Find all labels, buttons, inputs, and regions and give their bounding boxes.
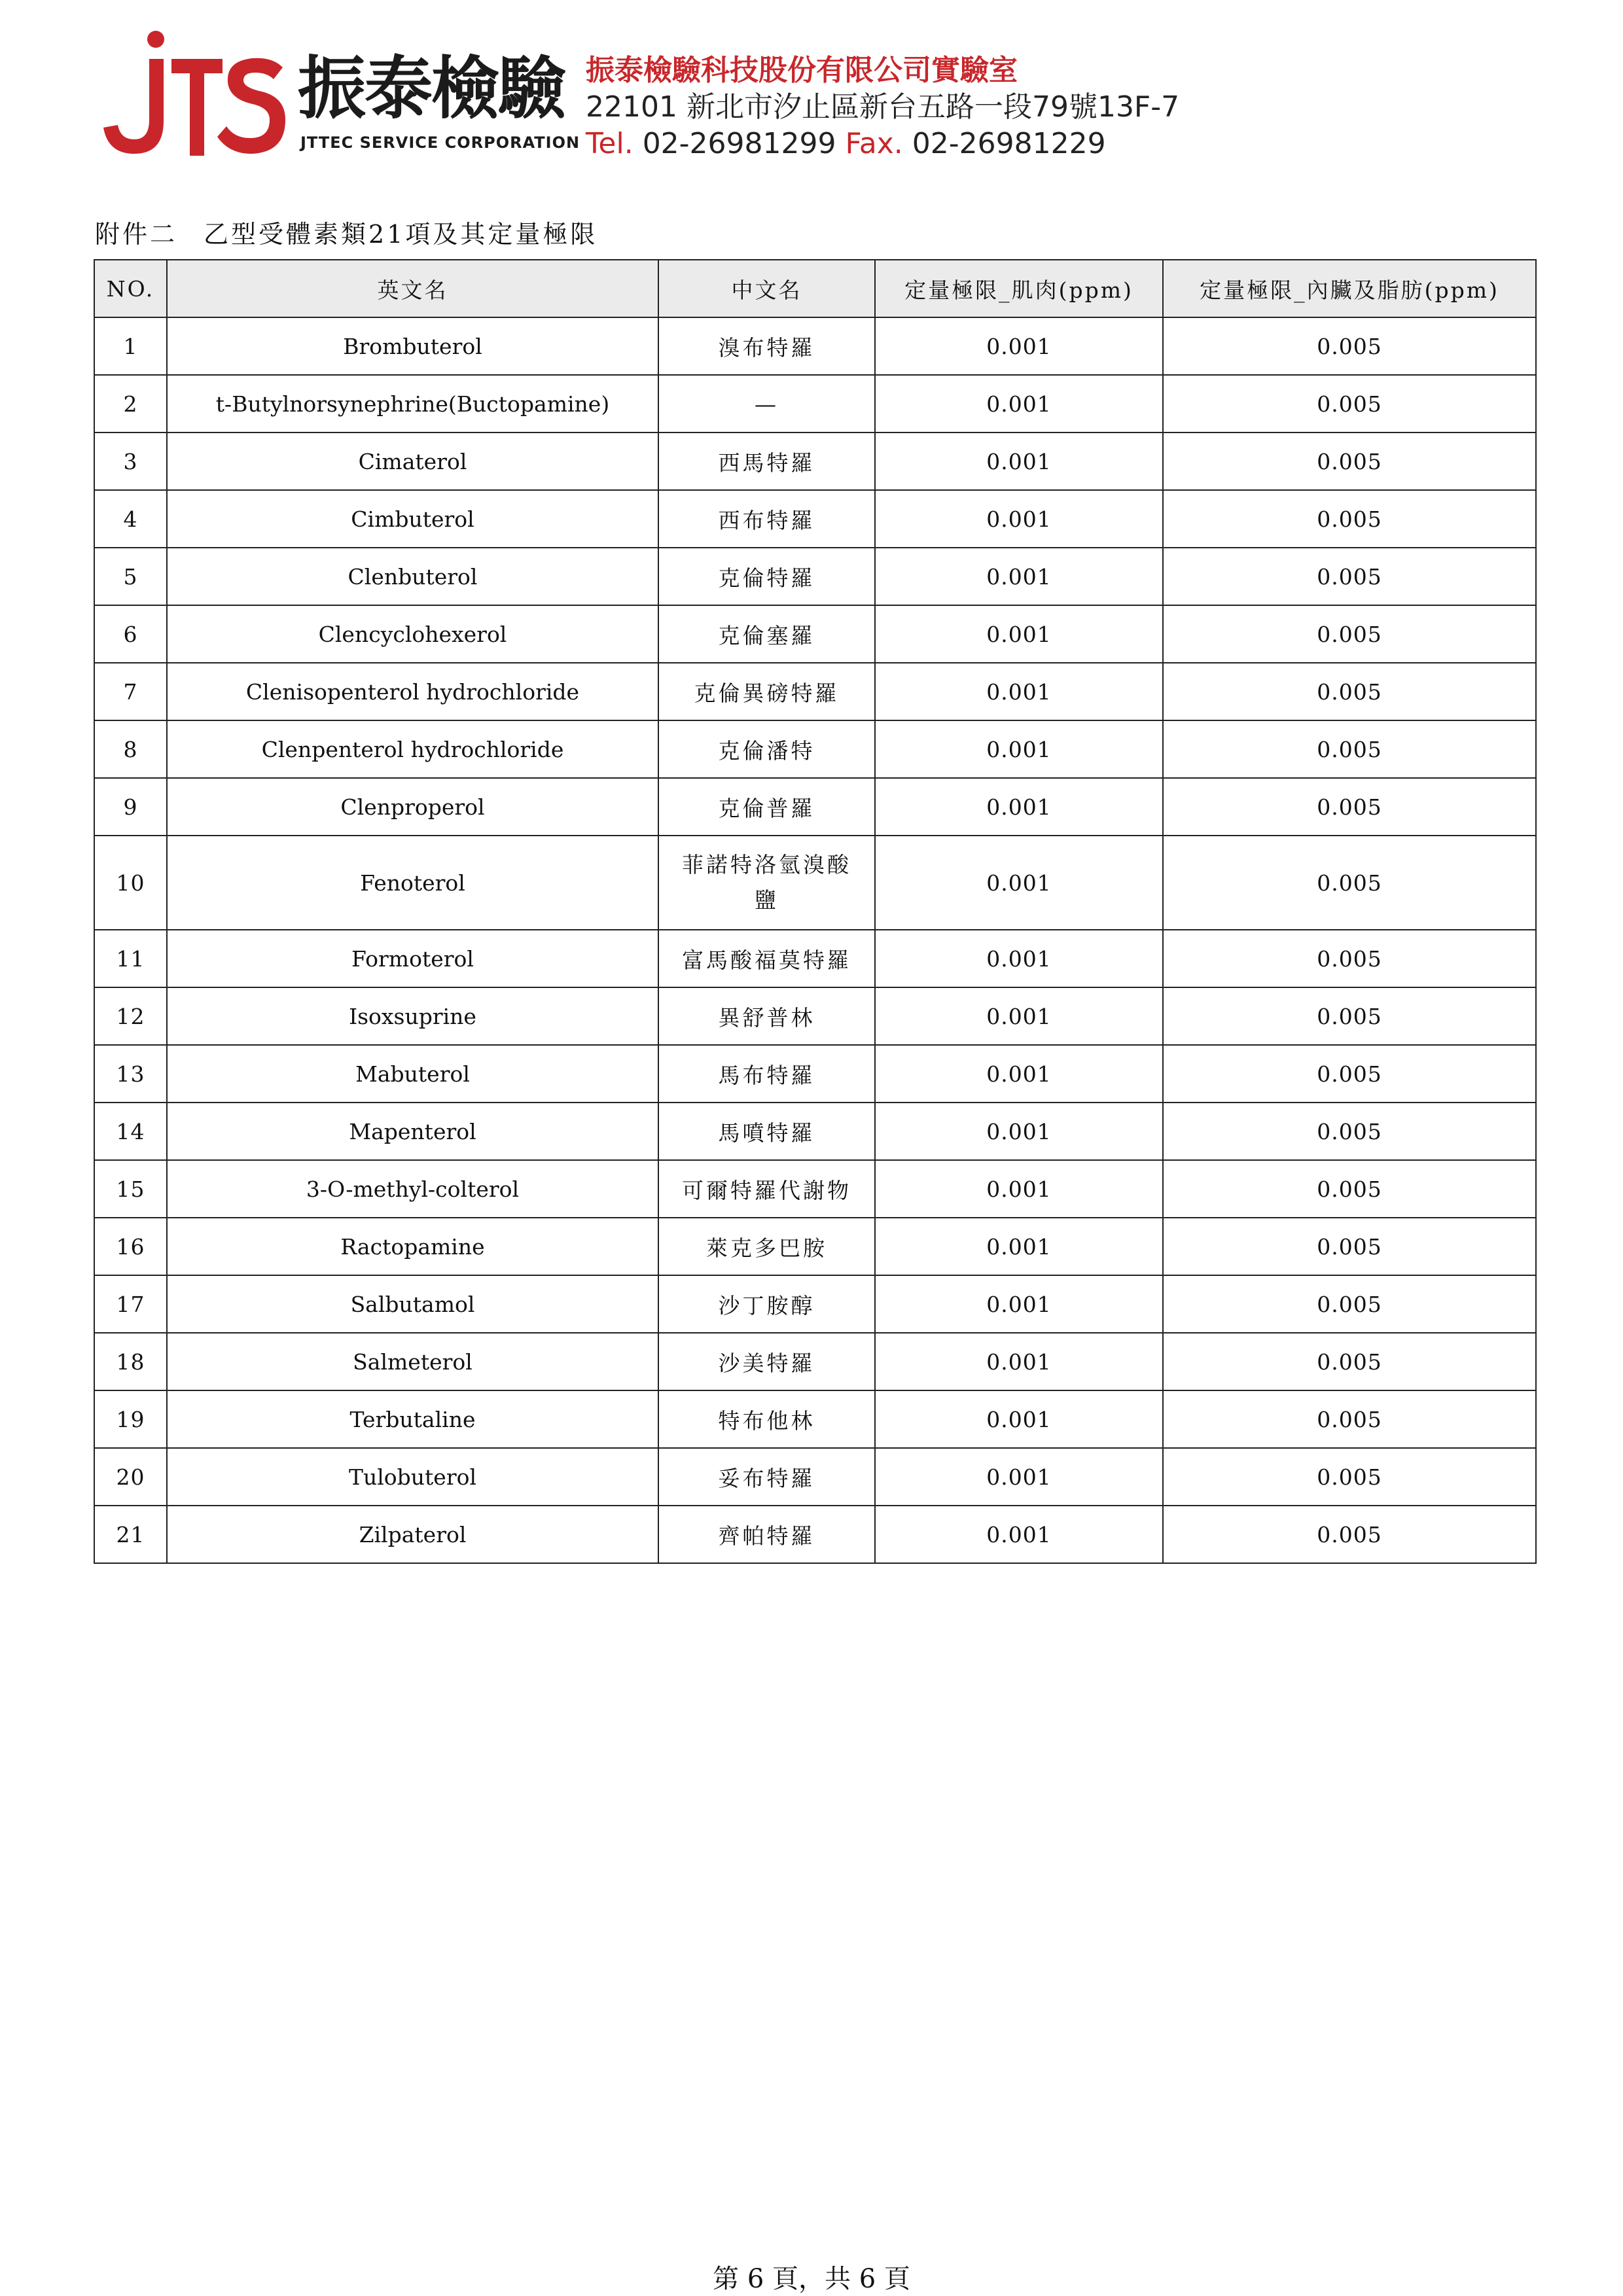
cell-limit-muscle: 0.001	[875, 836, 1163, 930]
cell-limit-muscle: 0.001	[875, 1506, 1163, 1563]
cell-no: 16	[94, 1218, 167, 1275]
cell-no: 21	[94, 1506, 167, 1563]
cell-limit-muscle: 0.001	[875, 1448, 1163, 1506]
page-number: 第 6 頁，共 6 頁	[713, 2264, 910, 2294]
cell-english-name: Cimaterol	[167, 433, 658, 490]
fax-label: Fax.	[845, 127, 903, 160]
cell-english-name: Clencyclohexerol	[167, 605, 658, 663]
cell-chinese-name: —	[658, 375, 875, 433]
cell-limit-muscle: 0.001	[875, 1333, 1163, 1390]
cell-limit-muscle: 0.001	[875, 1103, 1163, 1160]
cell-no: 11	[94, 930, 167, 987]
cell-limit-muscle: 0.001	[875, 663, 1163, 720]
section-label: 附件二	[95, 220, 178, 249]
cell-limit-muscle: 0.001	[875, 778, 1163, 836]
cell-english-name: Clenpenterol hydrochloride	[167, 720, 658, 778]
cell-no: 7	[94, 663, 167, 720]
cell-limit-organ-fat: 0.005	[1163, 1103, 1536, 1160]
table-row	[94, 375, 1536, 433]
brand-english-name: JTTEC SERVICE CORPORATION	[300, 133, 580, 152]
header-english-name: 英文名	[167, 260, 658, 317]
table-row	[94, 778, 1536, 836]
cell-limit-organ-fat: 0.005	[1163, 433, 1536, 490]
table-row	[94, 1103, 1536, 1160]
cell-limit-organ-fat: 0.005	[1163, 1045, 1536, 1103]
cell-english-name: 3-O-methyl-colterol	[167, 1160, 658, 1218]
cell-english-name: Formoterol	[167, 930, 658, 987]
cell-english-name: Mapenterol	[167, 1103, 658, 1160]
tel-label: Tel.	[586, 127, 633, 160]
cell-chinese-name: 克倫特羅	[658, 548, 875, 605]
table-row	[94, 548, 1536, 605]
tel-number: 02-26981299	[642, 127, 836, 160]
table-row	[94, 1160, 1536, 1218]
cell-limit-organ-fat: 0.005	[1163, 490, 1536, 548]
cell-no: 19	[94, 1390, 167, 1448]
cell-english-name: Terbutaline	[167, 1390, 658, 1448]
cell-chinese-name: 沙美特羅	[658, 1333, 875, 1390]
cell-limit-muscle: 0.001	[875, 375, 1163, 433]
table-row	[94, 490, 1536, 548]
letterhead	[98, 29, 1211, 160]
cell-no: 3	[94, 433, 167, 490]
cell-chinese-name: 馬噴特羅	[658, 1103, 875, 1160]
cell-no: 9	[94, 778, 167, 836]
cell-limit-organ-fat: 0.005	[1163, 1506, 1536, 1563]
cell-english-name: t-Butylnorsynephrine(Buctopamine)	[167, 375, 658, 433]
cell-chinese-name: 富馬酸福莫特羅	[658, 930, 875, 987]
table-row	[94, 1275, 1536, 1333]
chinese-name-text: 菲諾特洛氫溴酸鹽	[682, 852, 851, 913]
cell-limit-muscle: 0.001	[875, 1160, 1163, 1218]
cell-english-name: Fenoterol	[167, 836, 658, 930]
cell-limit-muscle: 0.001	[875, 1275, 1163, 1333]
cell-limit-organ-fat: 0.005	[1163, 1218, 1536, 1275]
cell-chinese-name: 溴布特羅	[658, 317, 875, 375]
cell-no: 13	[94, 1045, 167, 1103]
company-contact	[586, 126, 1175, 162]
cell-chinese-name: 齊帕特羅	[658, 1506, 875, 1563]
cell-no: 12	[94, 987, 167, 1045]
cell-limit-organ-fat: 0.005	[1163, 1448, 1536, 1506]
cell-limit-muscle: 0.001	[875, 720, 1163, 778]
cell-limit-organ-fat: 0.005	[1163, 375, 1536, 433]
table-row	[94, 1448, 1536, 1506]
cell-limit-muscle: 0.001	[875, 987, 1163, 1045]
cell-no: 5	[94, 548, 167, 605]
table-row	[94, 317, 1536, 375]
cell-limit-organ-fat: 0.005	[1163, 987, 1536, 1045]
cell-no: 18	[94, 1333, 167, 1390]
header-no: NO.	[94, 260, 167, 317]
header-limit-muscle: 定量極限_肌肉(ppm)	[875, 260, 1163, 317]
cell-english-name: Mabuterol	[167, 1045, 658, 1103]
cell-chinese-name: 可爾特羅代謝物	[658, 1160, 875, 1218]
cell-limit-organ-fat: 0.005	[1163, 778, 1536, 836]
cell-no: 8	[94, 720, 167, 778]
cell-chinese-name: 沙丁胺醇	[658, 1275, 875, 1333]
cell-english-name: Brombuterol	[167, 317, 658, 375]
cell-no: 10	[94, 836, 167, 930]
cell-chinese-name: 馬布特羅	[658, 1045, 875, 1103]
table-row	[94, 433, 1536, 490]
section-heading: 乙型受體素類21項及其定量極限	[204, 220, 598, 249]
table-body	[94, 317, 1536, 1563]
cell-chinese-name: 萊克多巴胺	[658, 1218, 875, 1275]
table-row	[94, 1333, 1536, 1390]
table-row	[94, 836, 1536, 930]
cell-no: 1	[94, 317, 167, 375]
brand-chinese-name: 振泰檢驗	[298, 48, 565, 128]
cell-limit-organ-fat: 0.005	[1163, 1275, 1536, 1333]
cell-limit-muscle: 0.001	[875, 1390, 1163, 1448]
cell-limit-organ-fat: 0.005	[1163, 720, 1536, 778]
table-header-row	[94, 260, 1536, 317]
cell-chinese-name: 異舒普林	[658, 987, 875, 1045]
fax-number: 02-26981229	[912, 127, 1106, 160]
cell-chinese-name	[658, 836, 875, 930]
cell-no: 17	[94, 1275, 167, 1333]
cell-chinese-name: 克倫潘特	[658, 720, 875, 778]
table-row	[94, 987, 1536, 1045]
cell-limit-organ-fat: 0.005	[1163, 663, 1536, 720]
cell-limit-organ-fat: 0.005	[1163, 1333, 1536, 1390]
cell-limit-muscle: 0.001	[875, 490, 1163, 548]
company-address: 22101 新北市汐止區新台五路一段79號13F-7	[586, 90, 1180, 124]
cell-english-name: Tulobuterol	[167, 1448, 658, 1506]
cell-english-name: Ractopamine	[167, 1218, 658, 1275]
header-chinese-name: 中文名	[658, 260, 875, 317]
quantitation-limit-table	[94, 259, 1537, 1564]
cell-english-name: Clenbuterol	[167, 548, 658, 605]
table-row	[94, 1506, 1536, 1563]
header-limit-organ-fat: 定量極限_內臟及脂肪(ppm)	[1163, 260, 1536, 317]
cell-limit-muscle: 0.001	[875, 548, 1163, 605]
cell-limit-organ-fat: 0.005	[1163, 1160, 1536, 1218]
table-row	[94, 1390, 1536, 1448]
cell-chinese-name: 西馬特羅	[658, 433, 875, 490]
cell-no: 4	[94, 490, 167, 548]
section-title	[95, 218, 597, 251]
cell-limit-muscle: 0.001	[875, 930, 1163, 987]
cell-limit-muscle: 0.001	[875, 605, 1163, 663]
cell-limit-muscle: 0.001	[875, 433, 1163, 490]
cell-english-name: Clenisopenterol hydrochloride	[167, 663, 658, 720]
cell-limit-organ-fat: 0.005	[1163, 930, 1536, 987]
cell-english-name: Salbutamol	[167, 1275, 658, 1333]
cell-chinese-name: 克倫普羅	[658, 778, 875, 836]
company-info	[586, 52, 1180, 164]
table-row	[94, 1218, 1536, 1275]
cell-english-name: Zilpaterol	[167, 1506, 658, 1563]
cell-limit-organ-fat: 0.005	[1163, 548, 1536, 605]
cell-limit-muscle: 0.001	[875, 1218, 1163, 1275]
cell-limit-muscle: 0.001	[875, 1045, 1163, 1103]
cell-chinese-name: 克倫塞羅	[658, 605, 875, 663]
cell-chinese-name: 克倫異磅特羅	[658, 663, 875, 720]
cell-no: 2	[94, 375, 167, 433]
cell-english-name: Salmeterol	[167, 1333, 658, 1390]
cell-no: 6	[94, 605, 167, 663]
table-row	[94, 1045, 1536, 1103]
cell-limit-organ-fat: 0.005	[1163, 836, 1536, 930]
cell-limit-organ-fat: 0.005	[1163, 1390, 1536, 1448]
cell-limit-organ-fat: 0.005	[1163, 317, 1536, 375]
cell-chinese-name: 西布特羅	[658, 490, 875, 548]
cell-no: 15	[94, 1160, 167, 1218]
cell-limit-organ-fat: 0.005	[1163, 605, 1536, 663]
cell-no: 20	[94, 1448, 167, 1506]
cell-chinese-name: 妥布特羅	[658, 1448, 875, 1506]
cell-english-name: Clenproperol	[167, 778, 658, 836]
table-row	[94, 720, 1536, 778]
table-row	[94, 605, 1536, 663]
table-row	[94, 663, 1536, 720]
company-name: 振泰檢驗科技股份有限公司實驗室	[586, 54, 1018, 87]
table-row	[94, 930, 1536, 987]
cell-no: 14	[94, 1103, 167, 1160]
cell-chinese-name: 特布他林	[658, 1390, 875, 1448]
jts-logo-icon	[98, 29, 288, 160]
cell-english-name: Isoxsuprine	[167, 987, 658, 1045]
quantitation-limit-table-wrap	[94, 259, 1535, 1564]
cell-english-name: Cimbuterol	[167, 490, 658, 548]
cell-limit-muscle: 0.001	[875, 317, 1163, 375]
